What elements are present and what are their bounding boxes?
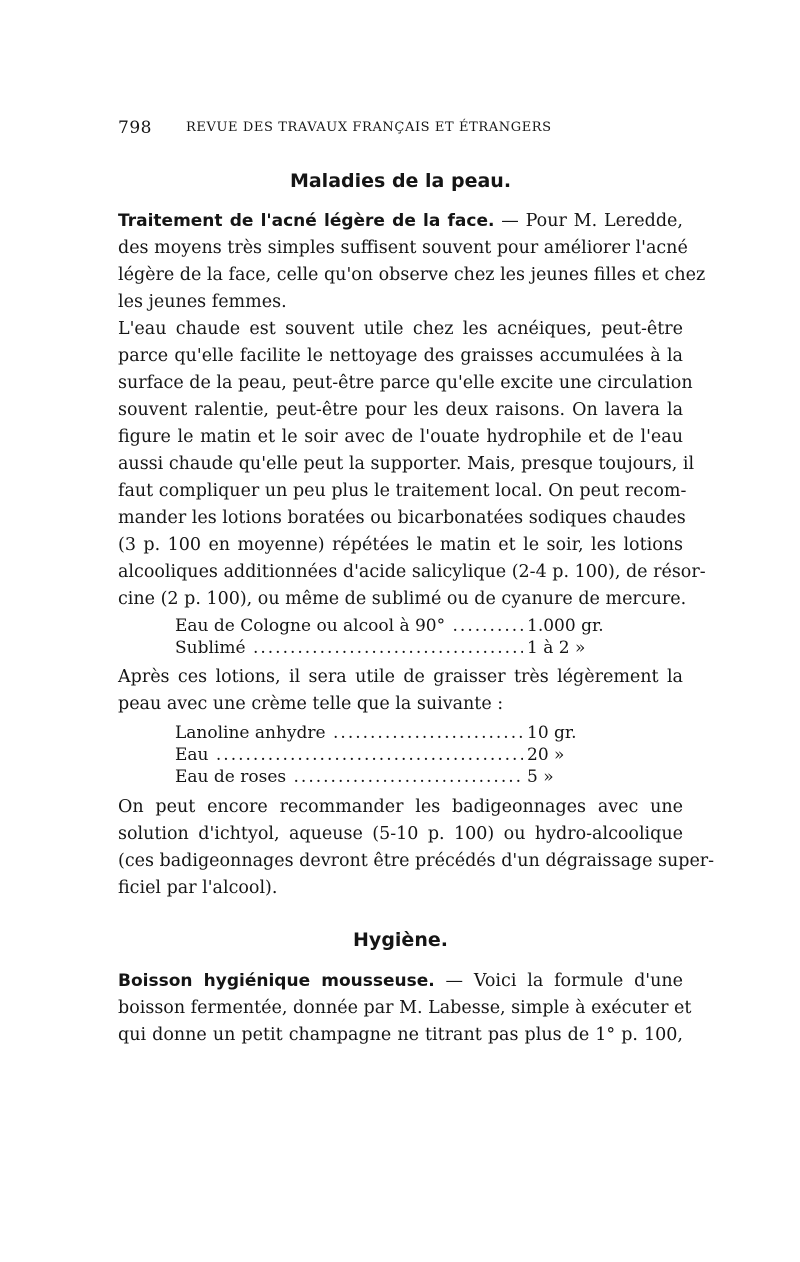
article-line: aussi chaude qu'elle peut la supporter. Mais, presque toujours, il [118, 454, 695, 474]
recipe-row [175, 766, 627, 788]
recipe-ingredient: Eau de roses ..... [175, 766, 525, 788]
recipe-ingredient: Lanoline anhydre ..... [175, 722, 525, 744]
article-line: des moyens très simples suffisent souvent pour améliorer l'acné [118, 238, 688, 258]
recipe-row [175, 615, 627, 637]
article-line: peau avec une crème telle que la suivante : [118, 694, 504, 714]
article-line: ficiel par l'alcool). [118, 878, 278, 898]
recipe-row [175, 744, 627, 766]
recipe-ingredient: Sublimé ..... [175, 637, 525, 659]
section-title-hygiene: Hygiène. [353, 929, 448, 951]
recipe-row [175, 637, 627, 659]
section-title-maladies: Maladies de la peau. [289, 170, 512, 192]
article-line: Boisson hygiénique mousseuse. — Voici la formule d'une [118, 971, 683, 991]
recipe-amount: 1.000 gr. [523, 615, 627, 637]
article-line: figure le matin et le soir avec de l'ouate hydrophile et de l'eau [118, 427, 683, 447]
recipe-row [175, 722, 627, 744]
article-lead-title: Boisson hygiénique mousseuse. [118, 971, 435, 991]
article-line: qui donne un petit champagne ne titrant pas plus de 1° p. 100, [118, 1025, 683, 1045]
article-line: surface de la peau, peut-être parce qu'elle excite une circulation [118, 373, 693, 393]
article-line: cine (2 p. 100), ou même de sublimé ou de cyanure de mercure. [118, 589, 687, 609]
article-line: mander les lotions boratées ou bicarbonatées sodiques chaudes [118, 508, 686, 528]
article-line: souvent ralentie, peut-être pour les deux raisons. On lavera la [118, 400, 683, 420]
page-number: 798 [118, 118, 152, 138]
article-line: Après ces lotions, il sera utile de graisser très légèrement la [118, 667, 683, 687]
recipe-amount: 20 » [523, 744, 627, 766]
article-line: L'eau chaude est souvent utile chez les acnéiques, peut-être [118, 319, 683, 339]
article-line: On peut encore recommander les badigeonnages avec une [118, 797, 683, 817]
recipe-ingredient: Eau de Cologne ou alcool à 90° ..... [175, 615, 525, 637]
article-line: (ces badigeonnages devront être précédés d'un dégraissage super- [118, 851, 715, 871]
recipe-amount: 5 » [523, 766, 627, 788]
article-line: Traitement de l'acné légère de la face. — Pour M. Leredde, [118, 211, 683, 231]
article-line: les jeunes femmes. [118, 292, 287, 312]
article-line: boisson fermentée, donnée par M. Labesse, simple à exécuter et [118, 998, 692, 1018]
running-header [118, 118, 683, 140]
article-line: (3 p. 100 en moyenne) répétées le matin et le soir, les lotions [118, 535, 683, 555]
running-title: REVUE DES TRAVAUX FRANÇAIS ET ÉTRANGERS [186, 120, 552, 135]
article-lead-title: Traitement de l'acné légère de la face. [118, 211, 495, 231]
article-line: parce qu'elle facilite le nettoyage des graisses accumulées à la [118, 346, 683, 366]
recipe-amount: 10 gr. [523, 722, 627, 744]
article-line: faut compliquer un peu plus le traitement local. On peut recom- [118, 481, 687, 501]
recipe-amount: 1 à 2 » [523, 637, 627, 659]
recipe-ingredient: Eau ..... [175, 744, 525, 766]
article-line: solution d'ichtyol, aqueuse (5-10 p. 100) ou hydro-alcoolique [118, 824, 683, 844]
article-line: légère de la face, celle qu'on observe chez les jeunes filles et chez [118, 265, 706, 285]
article-line: alcooliques additionnées d'acide salicylique (2-4 p. 100), de résor- [118, 562, 706, 582]
